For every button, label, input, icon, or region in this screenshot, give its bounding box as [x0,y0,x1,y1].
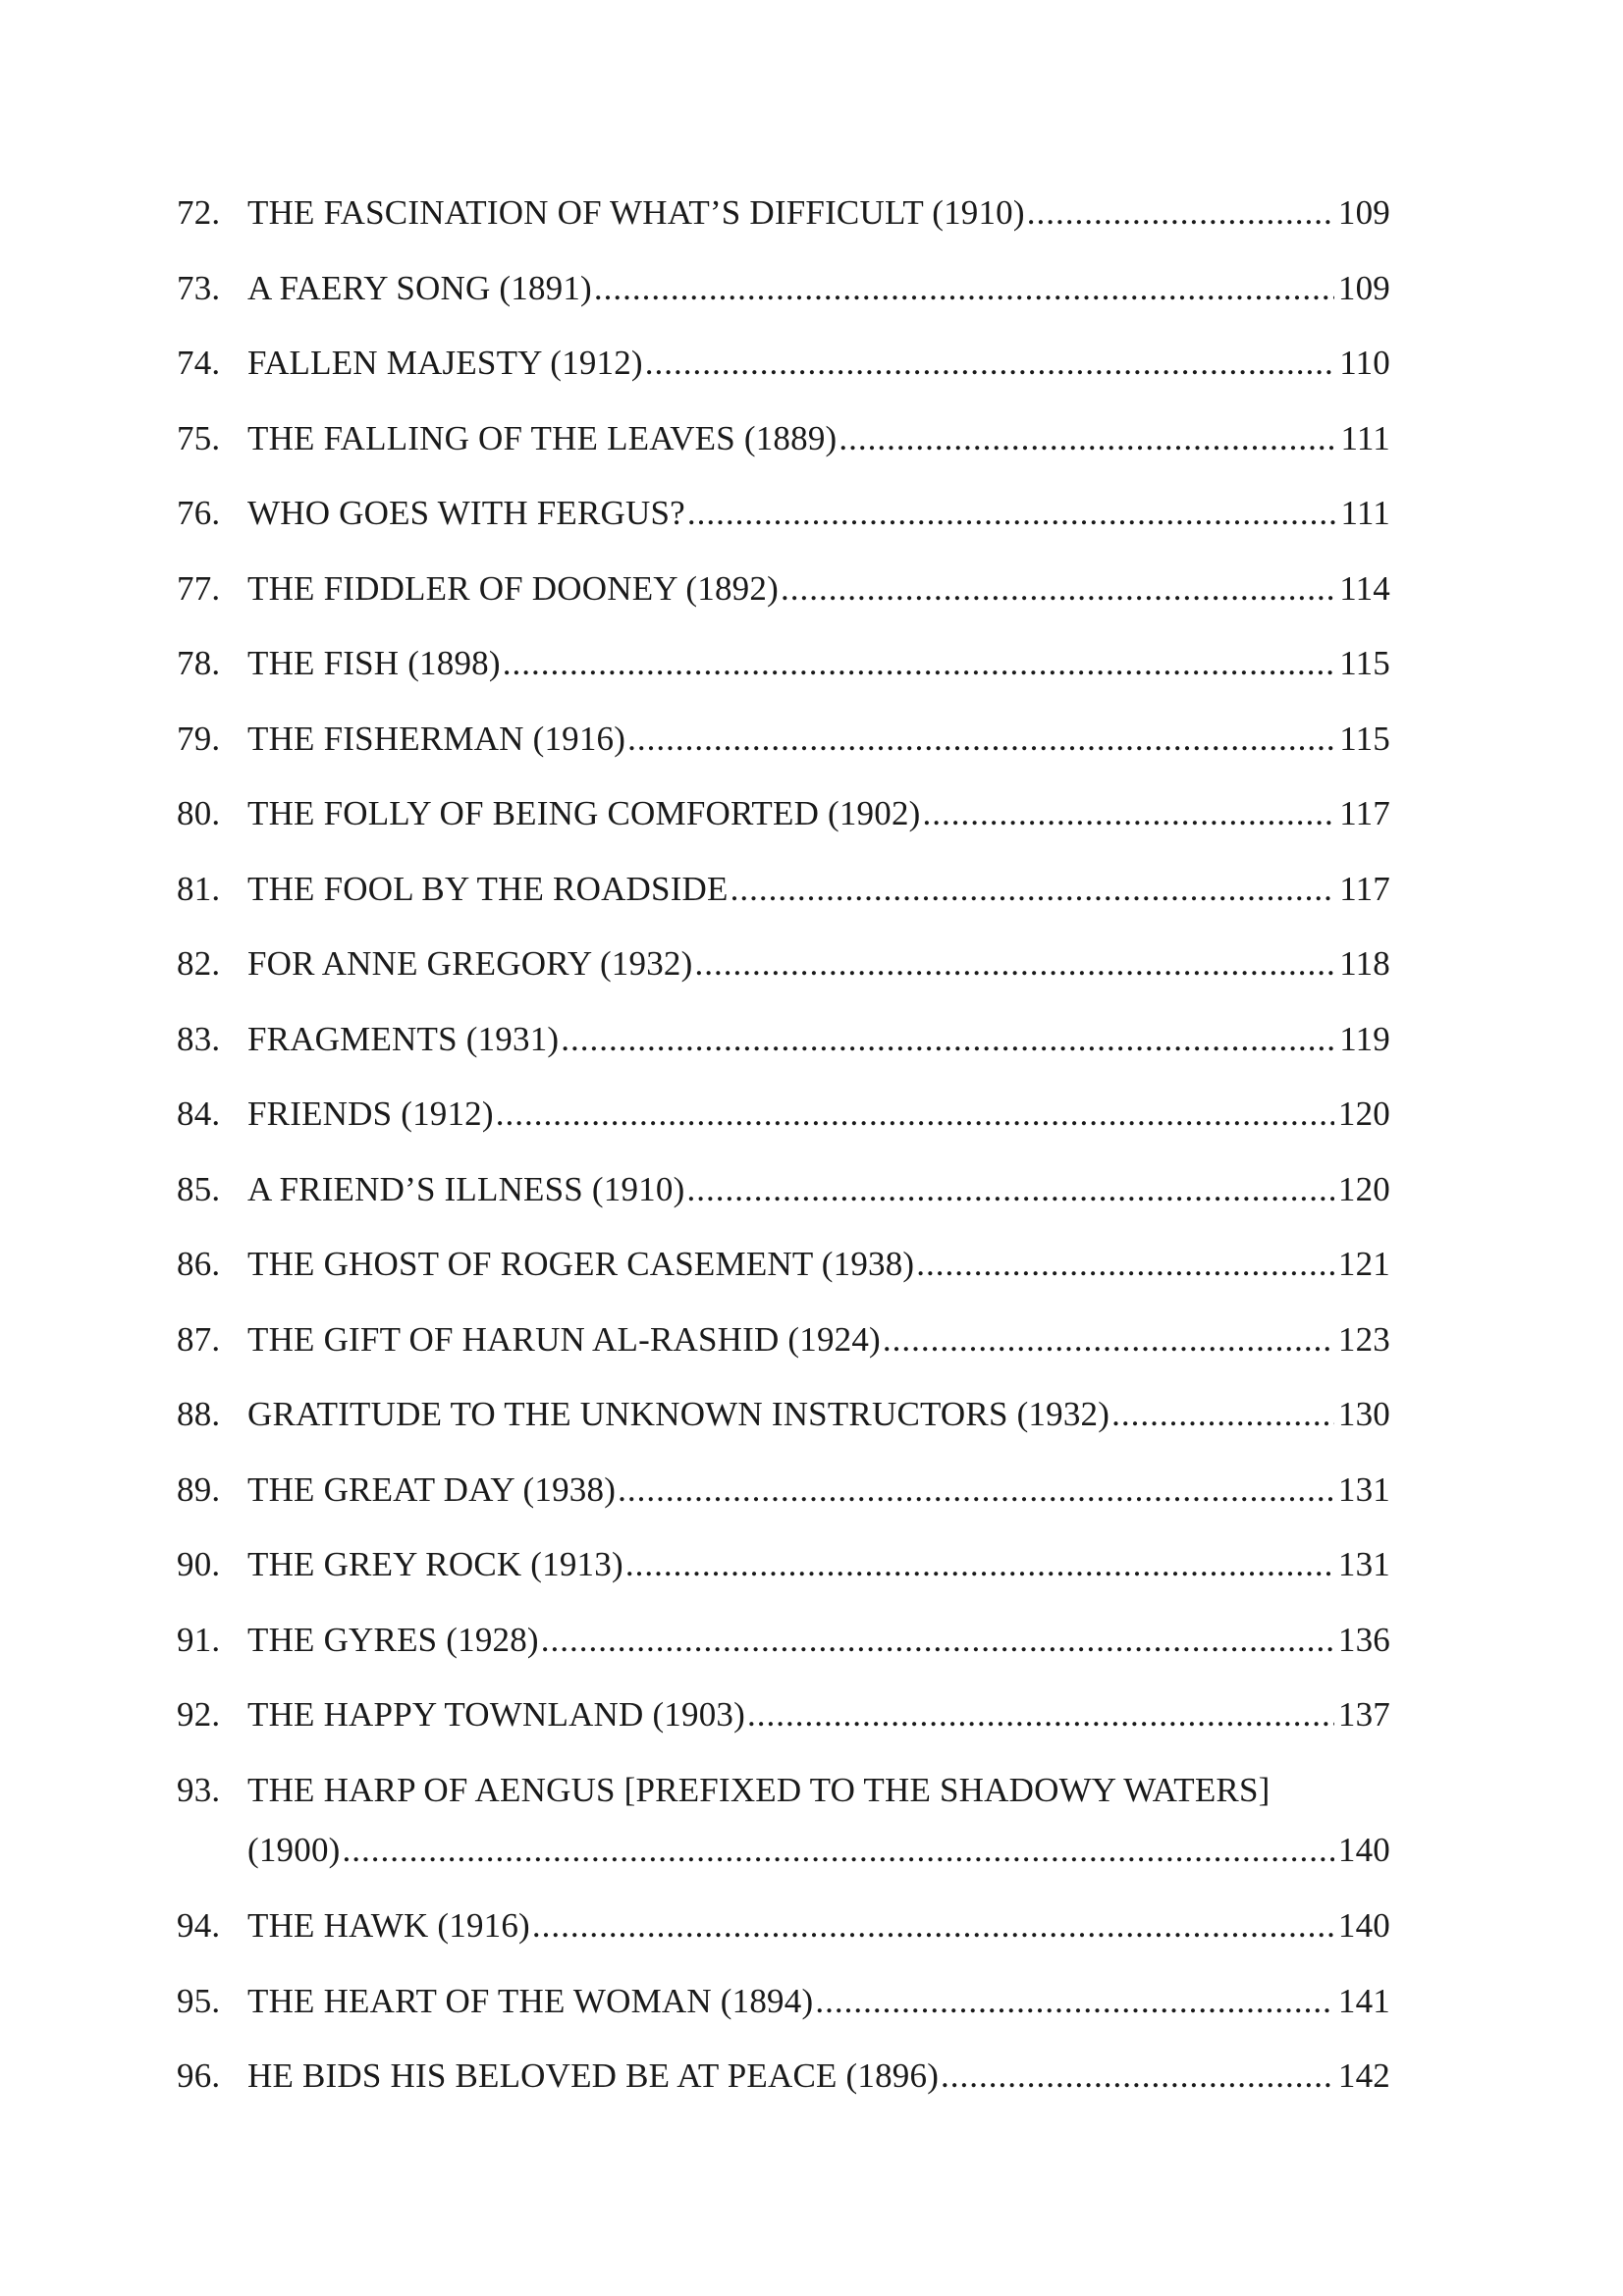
entry-page-number: 131 [1337,1545,1390,1583]
dot-leader [1027,194,1334,232]
dot-leader [916,1246,1334,1283]
entry-page-number: 120 [1337,1095,1390,1133]
dot-leader [625,1546,1334,1583]
entry-page-number: 121 [1337,1245,1390,1283]
entry-title: FOR ANNE GREGORY (1932) [247,944,693,983]
entry-page-number: 117 [1339,794,1390,832]
entry-title: THE HARP OF AENGUS [PREFIXED TO THE SHADOWY WATERS] [247,1771,1271,1809]
entry-page-number: 141 [1337,1982,1390,2020]
entry-number: 79. [177,720,221,758]
dot-leader [747,1696,1334,1734]
entry-page-number: 111 [1340,419,1390,457]
entry-number: 81. [177,870,221,908]
entry-title: HE BIDS HIS BELOVED BE AT PEACE (1896) [247,2056,940,2095]
dot-leader [815,1983,1334,2020]
entry-number: 83. [177,1020,221,1058]
entry-page-number: 111 [1340,494,1390,532]
entry-number: 90. [177,1545,221,1583]
entry-number: 80. [177,794,221,832]
dot-leader [923,795,1336,832]
entry-number: 76. [177,494,221,532]
entry-number: 78. [177,644,221,682]
entry-number: 72. [177,193,221,232]
entry-title: WHO GOES WITH FERGUS? [247,494,685,532]
entry-page-number: 119 [1339,1020,1390,1058]
dot-leader [1111,1396,1334,1433]
entry-title-continuation: (1900) [247,1831,341,1869]
dot-leader [781,570,1335,608]
entry-title: THE HEART OF THE WOMAN (1894) [247,1982,814,2020]
dot-leader [561,1021,1335,1058]
entry-number: 82. [177,944,221,983]
entry-title: THE FOOL BY THE ROADSIDE [247,870,729,908]
dot-leader [618,1471,1334,1509]
entry-title: THE FIDDLER OF DOONEY (1892) [247,569,779,608]
dot-leader [503,645,1335,682]
entry-number: 95. [177,1982,221,2020]
entry-title: GRATITUDE TO THE UNKNOWN INSTRUCTORS (1932) [247,1395,1110,1433]
entry-title: THE FASCINATION OF WHAT’S DIFFICULT (1910) [247,193,1025,232]
entry-title: THE HAPPY TOWNLAND (1903) [247,1695,745,1734]
entry-title: FALLEN MAJESTY (1912) [247,344,643,382]
entry-page-number: 137 [1337,1695,1390,1734]
entry-number: 92. [177,1695,221,1734]
dot-leader [687,495,1337,532]
entry-number: 94. [177,1906,221,1945]
entry-title: THE FALLING OF THE LEAVES (1889) [247,419,838,457]
dot-leader [645,345,1335,382]
entry-number: 91. [177,1621,221,1659]
entry-page-number: 110 [1339,344,1390,382]
entry-title: THE FISHERMAN (1916) [247,720,626,758]
entry-title: A FRIEND’S ILLNESS (1910) [247,1170,685,1208]
entry-number: 75. [177,419,221,457]
entry-title: A FAERY SONG (1891) [247,269,592,307]
dot-leader [839,420,1336,457]
entry-page-number: 115 [1339,720,1390,758]
entry-number: 74. [177,344,221,382]
entry-page-number: 115 [1339,644,1390,682]
entry-page-number: 120 [1337,1170,1390,1208]
dot-leader [883,1321,1334,1359]
entry-number: 85. [177,1170,221,1208]
entry-number: 86. [177,1245,221,1283]
entry-number: 96. [177,2056,221,2095]
entry-page-number: 117 [1339,870,1390,908]
entry-title: FRIENDS (1912) [247,1095,494,1133]
entry-page-number: 109 [1337,193,1390,232]
entry-number: 88. [177,1395,221,1433]
entry-title: THE GIFT OF HARUN AL-RASHID (1924) [247,1320,881,1359]
entry-page-number: 130 [1337,1395,1390,1433]
dot-leader [694,945,1335,983]
entry-title: THE GREAT DAY (1938) [247,1470,617,1509]
dot-leader [343,1832,1334,1869]
entry-title: THE GHOST OF ROGER CASEMENT (1938) [247,1245,915,1283]
entry-number: 87. [177,1320,221,1359]
entry-title: THE FOLLY OF BEING COMFORTED (1902) [247,794,921,832]
dot-leader [594,270,1334,307]
dot-leader [541,1622,1334,1659]
entry-title: THE HAWK (1916) [247,1906,530,1945]
dot-leader [941,2057,1334,2095]
entry-number: 84. [177,1095,221,1133]
entry-page-number: 131 [1337,1470,1390,1509]
entry-number: 73. [177,269,221,307]
dot-leader [627,721,1335,758]
entry-page-number: 136 [1337,1621,1390,1659]
entry-title: THE GREY ROCK (1913) [247,1545,623,1583]
entry-number: 93. [177,1771,221,1809]
dot-leader [496,1095,1334,1133]
entry-number: 77. [177,569,221,608]
entry-page-number: 140 [1337,1906,1390,1945]
entry-page-number: 142 [1337,2056,1390,2095]
dot-leader [686,1171,1333,1208]
dot-leader [532,1907,1334,1945]
entry-page-number: 118 [1339,944,1390,983]
entry-page-number: 109 [1337,269,1390,307]
entry-title: THE FISH (1898) [247,644,501,682]
entry-title: THE GYRES (1928) [247,1621,539,1659]
entry-page-number: 140 [1337,1831,1390,1869]
entry-page-number: 123 [1337,1320,1390,1359]
entry-number: 89. [177,1470,221,1509]
dot-leader [730,871,1336,908]
entry-page-number: 114 [1339,569,1390,608]
entry-title: FRAGMENTS (1931) [247,1020,560,1058]
